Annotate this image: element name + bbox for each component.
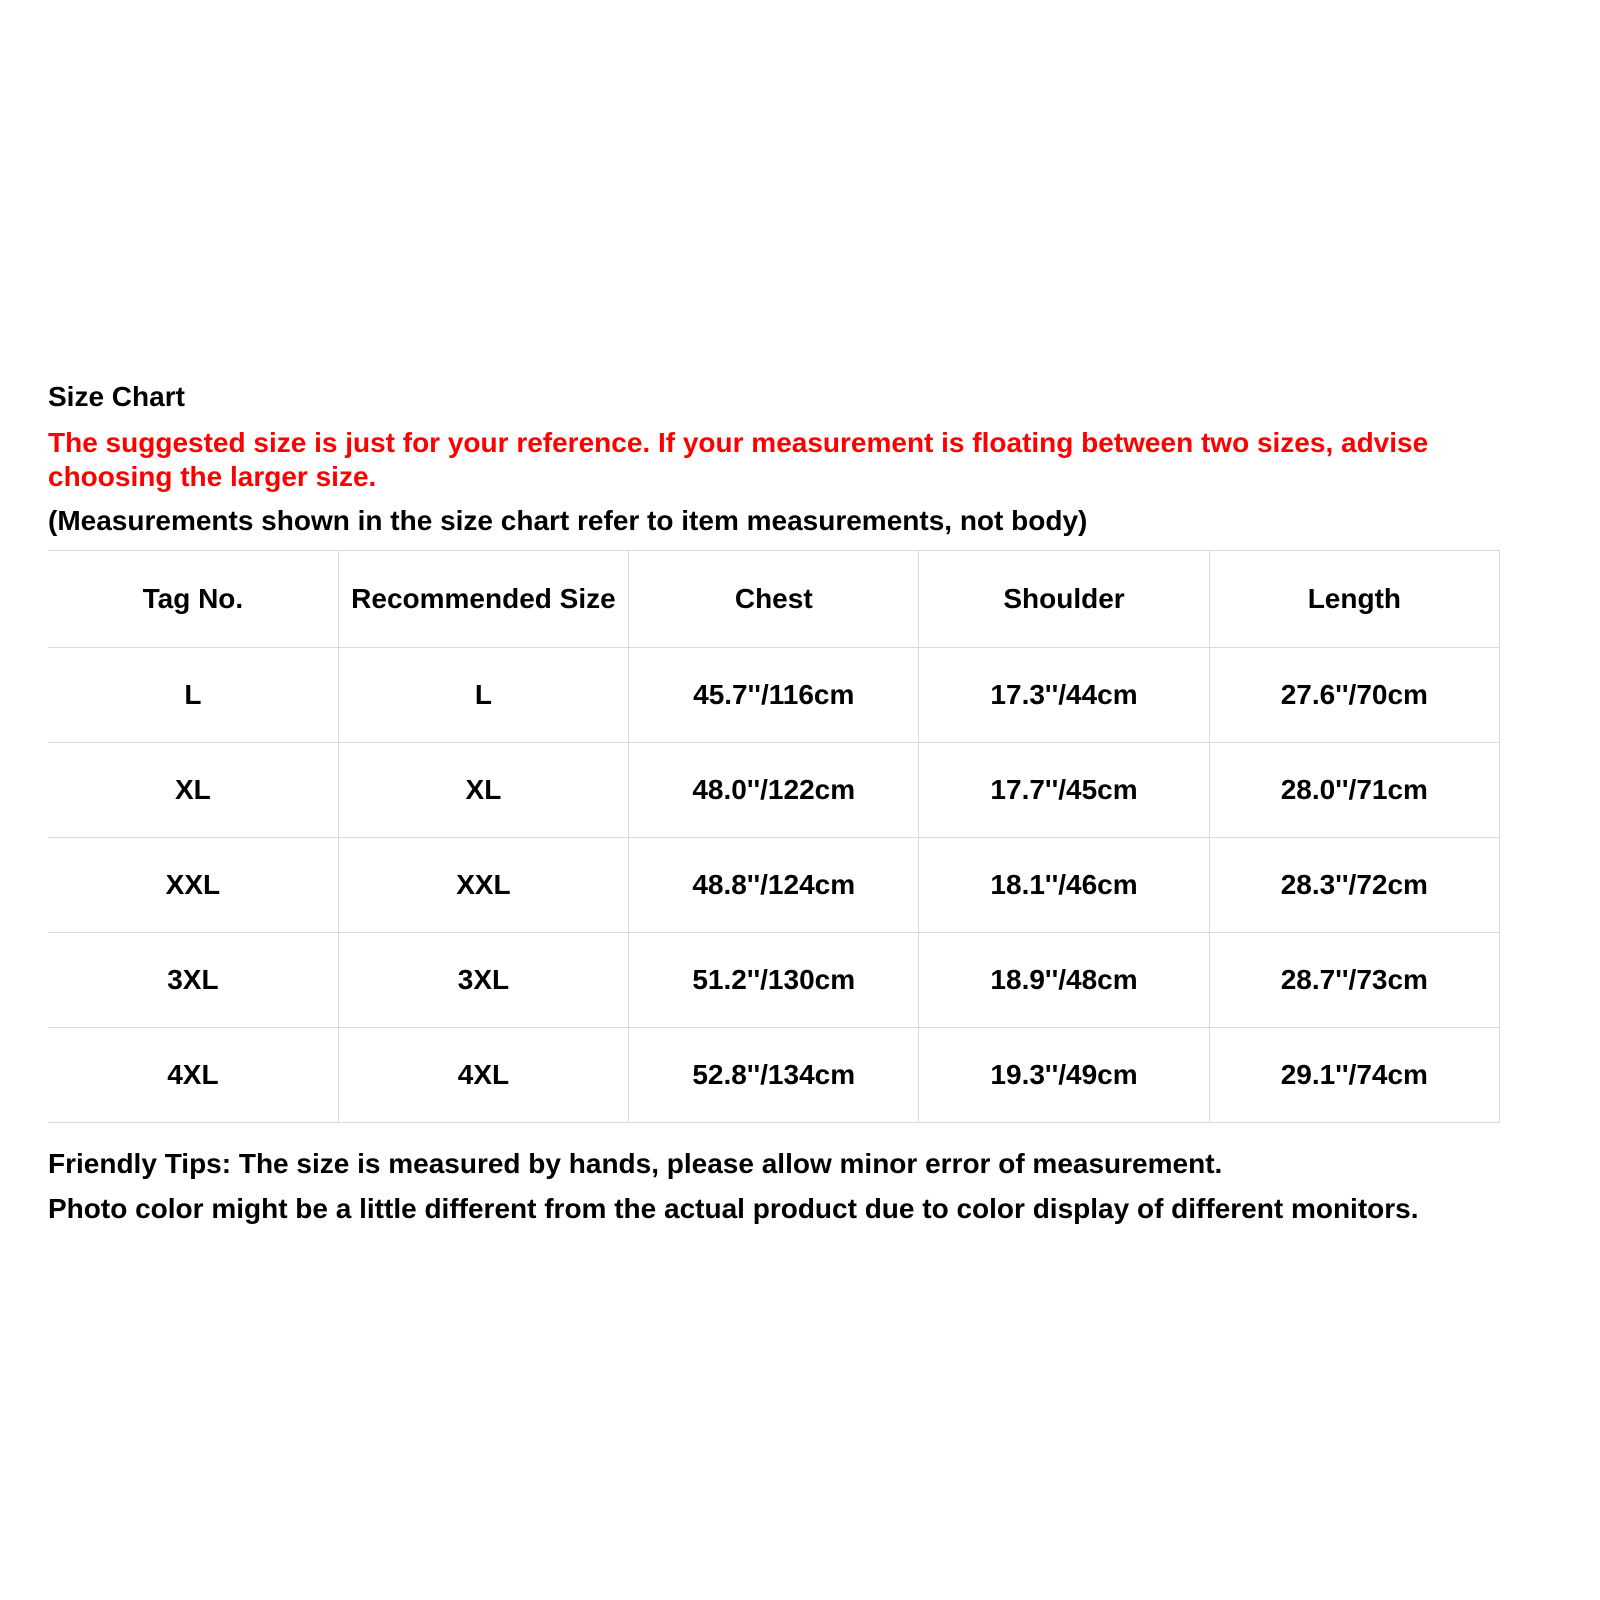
header-length: Length	[1209, 551, 1499, 648]
cell-length: 28.7''/73cm	[1209, 933, 1499, 1028]
header-tag-no: Tag No.	[48, 551, 338, 648]
cell-length: 28.3''/72cm	[1209, 838, 1499, 933]
cell-tag-no: XL	[48, 743, 338, 838]
table-header-row	[48, 551, 1500, 648]
cell-length: 27.6''/70cm	[1209, 648, 1499, 743]
cell-tag-no: XXL	[48, 838, 338, 933]
header-chest: Chest	[629, 551, 919, 648]
cell-shoulder: 18.9''/48cm	[919, 933, 1209, 1028]
cell-chest: 52.8''/134cm	[629, 1028, 919, 1123]
header-shoulder: Shoulder	[919, 551, 1209, 648]
table-row	[48, 743, 1500, 838]
size-chart-panel	[48, 380, 1508, 1231]
measurement-note: (Measurements shown in the size chart refer to item measurements, not body)	[48, 505, 1088, 536]
friendly-tips	[48, 1141, 1508, 1231]
size-warning: The suggested size is just for your reference. If your measurement is floating between two sizes, advise choosing the larger size.	[48, 427, 1429, 492]
header-recommended-size: Recommended Size	[338, 551, 628, 648]
cell-recommended-size: 4XL	[338, 1028, 628, 1123]
cell-length: 29.1''/74cm	[1209, 1028, 1499, 1123]
cell-tag-no: 4XL	[48, 1028, 338, 1123]
table-row	[48, 838, 1500, 933]
table-row	[48, 648, 1500, 743]
size-table	[48, 550, 1500, 1123]
cell-chest: 51.2''/130cm	[629, 933, 919, 1028]
cell-chest: 45.7''/116cm	[629, 648, 919, 743]
page-title: Size Chart	[48, 381, 185, 412]
tip-photo-color: Photo color might be a little different from the actual product due to color display of different monitors.	[48, 1193, 1419, 1224]
cell-recommended-size: XL	[338, 743, 628, 838]
tip-measurement: Friendly Tips: The size is measured by hands, please allow minor error of measurement.	[48, 1148, 1223, 1179]
cell-shoulder: 17.3''/44cm	[919, 648, 1209, 743]
cell-recommended-size: 3XL	[338, 933, 628, 1028]
cell-length: 28.0''/71cm	[1209, 743, 1499, 838]
cell-shoulder: 19.3''/49cm	[919, 1028, 1209, 1123]
table-row	[48, 933, 1500, 1028]
cell-chest: 48.8''/124cm	[629, 838, 919, 933]
cell-recommended-size: XXL	[338, 838, 628, 933]
cell-shoulder: 18.1''/46cm	[919, 838, 1209, 933]
cell-chest: 48.0''/122cm	[629, 743, 919, 838]
cell-recommended-size: L	[338, 648, 628, 743]
cell-shoulder: 17.7''/45cm	[919, 743, 1209, 838]
table-row	[48, 1028, 1500, 1123]
cell-tag-no: L	[48, 648, 338, 743]
cell-tag-no: 3XL	[48, 933, 338, 1028]
